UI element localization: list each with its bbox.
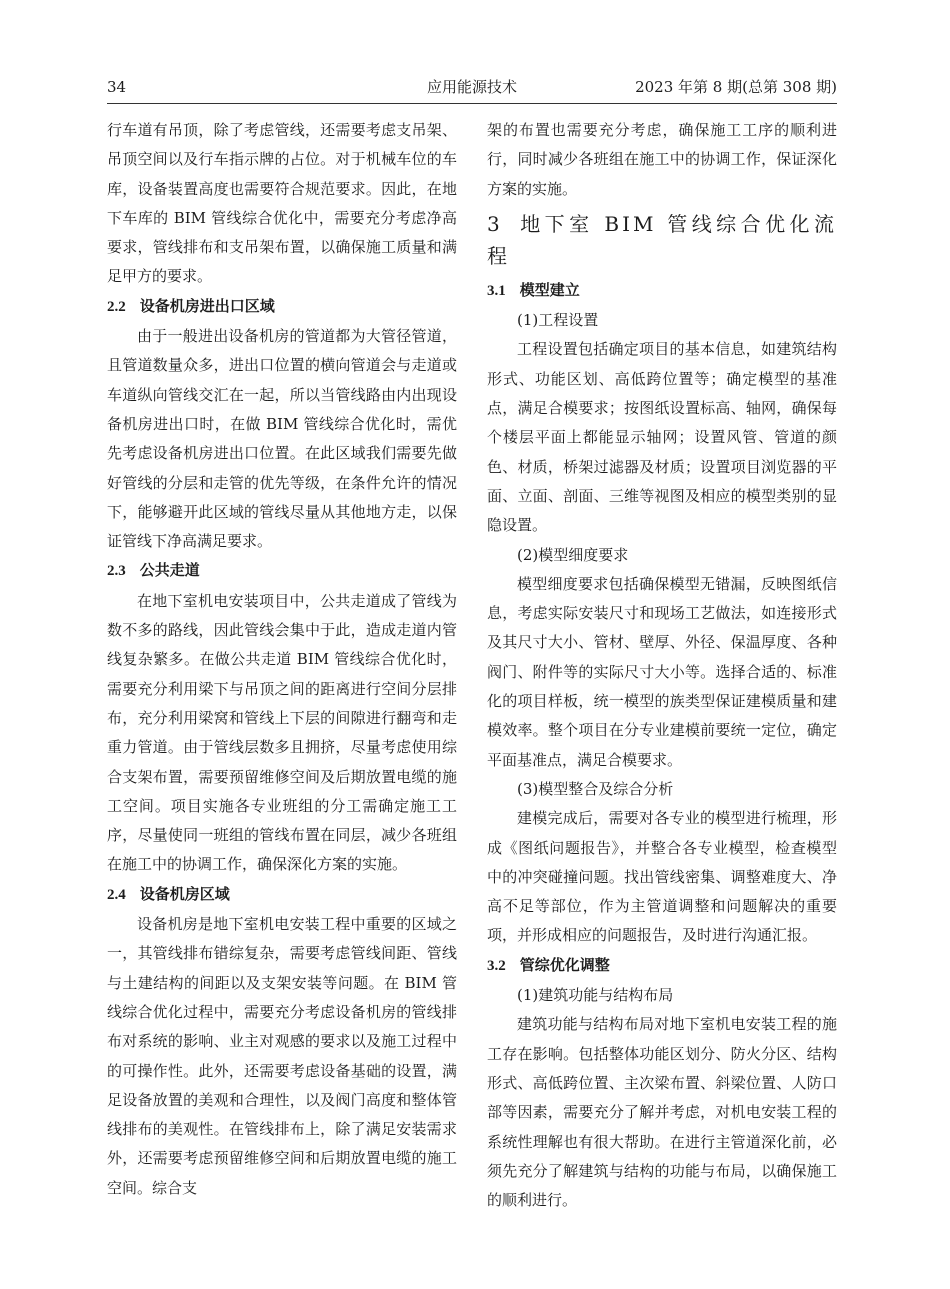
section-number: 3.2 <box>487 957 506 974</box>
paragraph-continued: 架的布置也需要充分考虑，确保施工工序的顺利进行，同时减少各班组在施工中的协调工作，保证深化方案的实施。 <box>487 121 837 198</box>
section-number: 2.4 <box>107 886 126 903</box>
section-2-3-heading <box>107 556 457 586</box>
section-2-2-heading <box>107 292 457 322</box>
section-title: 管综优化调整 <box>519 955 610 974</box>
journal-title: 应用能源技术 <box>426 78 517 96</box>
section-title: 公共走道 <box>139 561 200 580</box>
paragraph: 由于一般进出设备机房的管道都为大管径管道，且管道数量众多，进出口位置的横向管道会与走道或车道纵向管线交汇在一起，所以当管线路由内出现设备机房进出口时，在做 BIM 管线综合优化时，需优先考虑设备机房进出口位置。在此区域我们需要先做好管线的分层和走管的优先等级，在条件允许的情况下，能够避开此区域的管线尽量从其他地方走，以保证管线下净高满足要求。 <box>107 327 457 551</box>
section-title: 设备机房进出口区域 <box>139 296 275 315</box>
running-header <box>107 76 837 106</box>
section-title: 地下室 BIM 管线综合优化流程 <box>487 211 837 268</box>
paragraph: 建模完成后，需要对各专业的模型进行梳理，形成《图纸问题报告》，并整合各专业模型，检查模型中的冲突碰撞问题。找出管线密集、调整难度大、净高不足等部位，作为主管道调整和问题解决的重要项，并形成相应的问题报告，及时进行沟通汇报。 <box>487 809 837 945</box>
section-number: 3.1 <box>487 282 506 299</box>
section-number: 2.3 <box>107 563 126 580</box>
section-3-2-heading <box>487 951 837 981</box>
section-2-4-heading <box>107 880 457 910</box>
paragraph: 在地下室机电安装项目中，公共走道成了管线为数不多的路线，因此管线会集中于此，造成走道内管线复杂繁多。在做公共走道 BIM 管线综合优化时，需要充分利用梁下与吊顶之间的距离进行空间分层排布，充分利用梁窝和管线上下层的间隙进行翻弯和走重力管道。由于管线层数多且拥挤，尽量考虑使用综合支架布置，需要预留维修空间及后期放置电缆的施工空间。项目实施各专业班组的分工需确定施工工序，尽量使同一班组的管线布置在同层，减少各班组在施工中的协调工作，确保深化方案的实施。 <box>107 591 457 874</box>
subheading: (1)工程设置 <box>517 311 599 330</box>
subheading: (2)模型细度要求 <box>517 545 629 564</box>
section-title: 设备机房区域 <box>139 884 230 903</box>
right-column <box>487 116 837 1215</box>
paragraph-intro: 行车道有吊顶，除了考虑管线，还需要考虑支吊架、吊顶空间以及行车指示牌的占位。对于机械车位的车库，设备装置高度也需要符合规范要求。因此，在地下车库的 BIM 管线综合优化中，需要充分考虑净高要求，管线排布和支吊架布置，以确保施工质量和满足甲方的要求。 <box>107 121 457 286</box>
section-3-1-heading <box>487 276 837 306</box>
section-number: 3 <box>487 211 503 236</box>
left-column <box>107 116 457 1203</box>
subheading: (1)建筑功能与结构布局 <box>517 986 674 1005</box>
page-number: 34 <box>107 78 127 96</box>
paragraph: 设备机房是地下室机电安装工程中重要的区域之一，其管线排布错综复杂，需要考虑管线间距、管线与土建结构的间距以及支架安装等问题。在 BIM 管线综合优化过程中，需要充分考虑设备机房的管线排布对系统的影响、业主对观感的要求以及施工过程中的可操作性。此外，还需要考虑设备基础的设置，满足设备放置的美观和合理性，以及阀门高度和整体管线排布的美观性。在管线排布上，除了满足安装需求外，还需要考虑预留维修空间和后期放置电缆的施工空间。综合支 <box>107 915 457 1197</box>
section-title: 模型建立 <box>519 280 580 299</box>
section-number: 2.2 <box>107 298 126 315</box>
subheading: (3)模型整合及综合分析 <box>517 779 674 798</box>
paragraph: 建筑功能与结构布局对地下室机电安装工程的施工存在影响。包括整体功能区划分、防火分区、结构形式、高低跨位置、主次梁布置、斜梁位置、人防口部等因素，需要充分了解并考虑，对机电安装工程的系统性理解也有很大帮助。在进行主管道深化前，必须先充分了解建筑与结构的功能与布局，以确保施工的顺利进行。 <box>487 1015 837 1210</box>
paragraph: 模型细度要求包括确保模型无错漏，反映图纸信息，考虑实际安装尺寸和现场工艺做法，如连接形式及其尺寸大小、管材、壁厚、外径、保温厚度、各种阀门、附件等的实际尺寸大小等。选择合适的、标准化的项目样板，统一模型的族类型保证建模质量和建模效率。整个项目在分专业建模前要统一定位，确定平面基准点，满足合模要求。 <box>487 574 837 769</box>
section-3-heading <box>487 208 837 272</box>
paragraph: 工程设置包括确定项目的基本信息，如建筑结构形式、功能区划、高低跨位置等；确定模型的基准点，满足合模要求；按图纸设置标高、轴网，确保每个楼层平面上都能显示轴网；设置风管、管道的颜色、材质，桥架过滤器及材质；设置项目浏览器的平面、立面、剖面、三维等视图及相应的模型类别的显隐设置。 <box>487 340 837 535</box>
header-rule <box>107 103 837 104</box>
issue-info: 2023 年第 8 期(总第 308 期) <box>635 78 837 96</box>
